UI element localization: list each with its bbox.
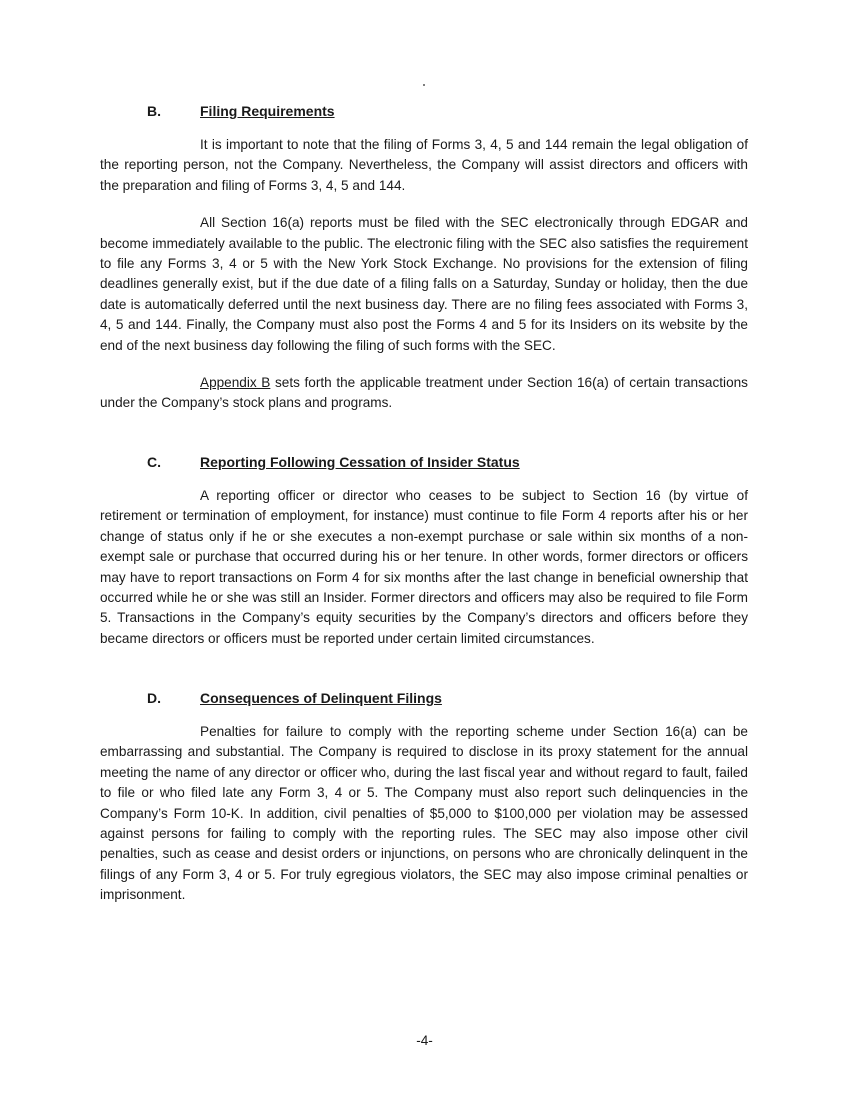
paragraph: It is important to note that the filing of Forms 3, 4, 5 and 144 remain the legal obligation of the reporting person, not the Company. Nevertheless, the Company will assist directors and officers with the preparation and filing of Forms 3, 4, 5 and 144.: [100, 137, 748, 193]
section-reporting-cessation: [100, 452, 748, 649]
appendix-reference: Appendix B: [200, 375, 271, 391]
section-heading: [100, 101, 748, 121]
stray-mark: [423, 84, 425, 86]
section-letter: B.: [147, 103, 161, 119]
section-letter: D.: [147, 690, 161, 706]
section-heading: [100, 452, 748, 472]
paragraph: A reporting officer or director who ceases to be subject to Section 16 (by virtue of retirement or termination of employment, for instance) must continue to file Form 4 reports after his or her change of status only if he or she executes a non-exempt purchase or sale within six months of a non-exempt sale or purchase that occurred during his or her tenure. In other words, former directors or officers may have to report transactions on Form 4 for six months after the last change in beneficial ownership that occurred while he or she was still an Insider. Former directors and officers may also be required to file Form 5. Transactions in the Company’s equity securities by the Company’s directors and officers before they became directors or officers must be reported under certain limited circumstances.: [100, 488, 748, 646]
paragraph-text: sets forth the applicable treatment under Section 16(a) of certain transactions under the Company’s stock plans and programs.: [100, 375, 748, 411]
paragraph: Penalties for failure to comply with the reporting scheme under Section 16(a) can be embarrassing and substantial. The Company is required to disclose in its proxy statement for the annual meeting the name of any director or officer who, during the last fiscal year and without regard to fault, failed to file or who filed late any Form 3, 4 or 5. The Company must also report such delinquencies in the Company’s Form 10-K. In addition, civil penalties of $5,000 to $100,000 per violation may be assessed against persons for failing to comply with the reporting rules. The SEC may also impose other civil penalties, such as cease and desist orders or injunctions, on persons who are chronically delinquent in the filings of any Form 3, 4 or 5. For truly egregious violators, the SEC may also impose criminal penalties or imprisonment.: [100, 724, 748, 903]
section-title: Filing Requirements: [200, 103, 335, 119]
paragraph: All Section 16(a) reports must be filed with the SEC electronically through EDGAR and become immediately available to the public. The electronic filing with the SEC also satisfies the requirement to file any Forms 3, 4 or 5 with the New York Stock Exchange. No provisions for the extension of filing deadlines generally exist, but if the due date of a filing falls on a Saturday, Sunday or holiday, then the due date is automatically deferred until the next business day. There are no filing fees associated with Forms 3, 4, 5 and 144. Finally, the Company must also post the Forms 4 and 5 for its Insiders on its website by the end of the next business day following the filing of such forms with the SEC.: [100, 215, 748, 353]
page-number: -4-: [416, 1033, 433, 1048]
paragraph: [100, 373, 748, 414]
section-heading: [100, 688, 748, 708]
section-title: Reporting Following Cessation of Insider Status: [200, 454, 520, 470]
section-letter: C.: [147, 454, 161, 470]
section-title: Consequences of Delinquent Filings: [200, 690, 442, 706]
section-delinquent-filings: [100, 688, 748, 906]
section-filing-requirements: [100, 101, 748, 414]
